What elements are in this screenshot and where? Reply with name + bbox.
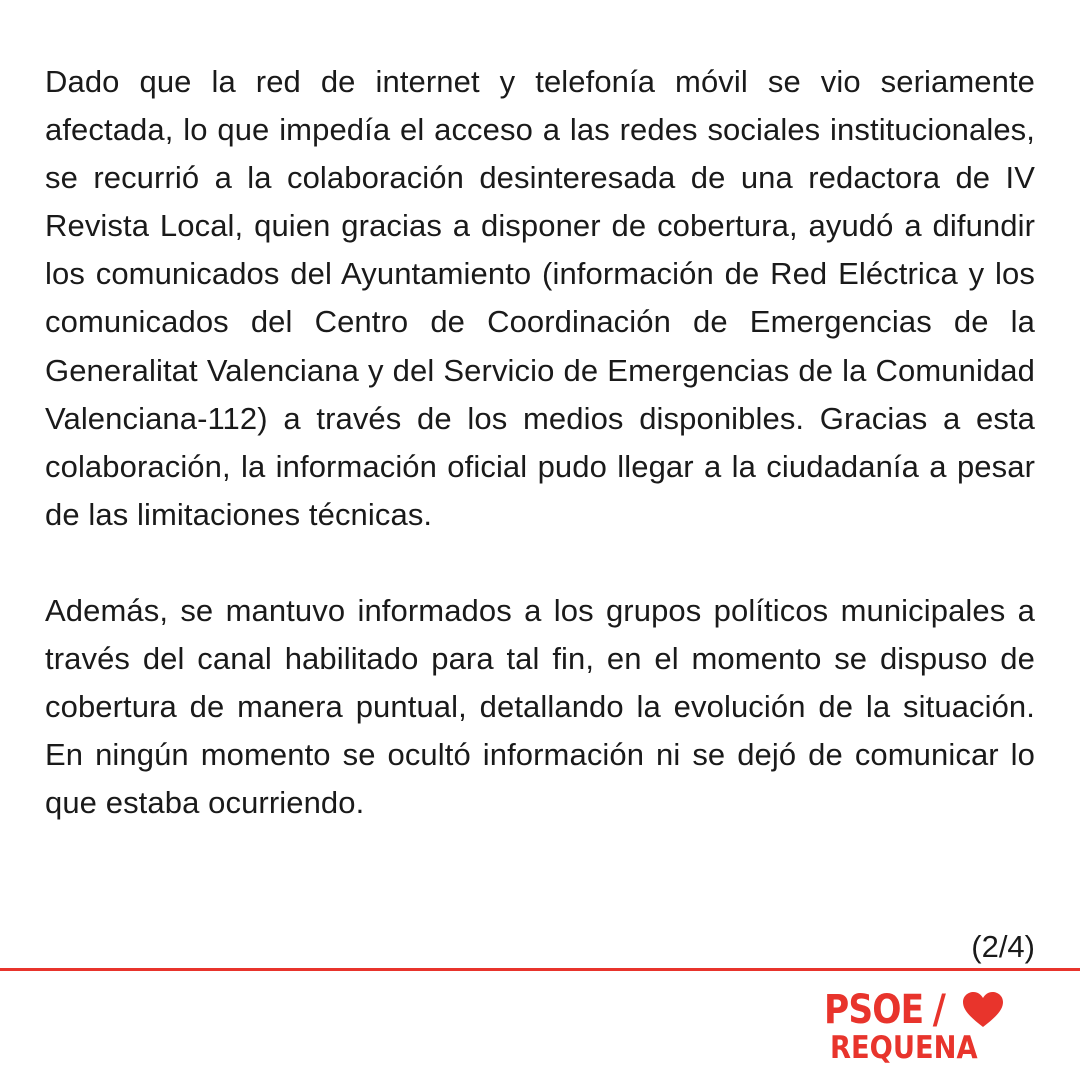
- logo-slash: /: [932, 987, 946, 1033]
- body-text: [45, 58, 1035, 827]
- logo-top-row: [824, 988, 939, 1032]
- logo-requena-text: REQUENA: [830, 1030, 978, 1066]
- footer-divider: [0, 968, 1080, 971]
- heart-icon: [962, 992, 1004, 1028]
- paragraph-2: Además, se mantuvo informados a los grupos políticos municipales a través del canal habilitado para tal fin, en el momento se dispuso de cobertura de manera puntual, detallando la evolución de la situación. En ningún momento se ocultó información ni se dejó de comunicar lo que estaba ocurriendo.: [45, 592, 1035, 821]
- paragraph-1: Dado que la red de internet y telefonía móvil se vio seriamente afectada, lo que impedía el acceso a las redes sociales institucionales, se recurrió a la colaboración desinteresada de una redactora de IV Revista Local, quien gracias a disponer de cobertura, ayudó a difundir los comunicados del Ayuntamiento (información de Red Eléctrica y los comunicados del Centro de Coordinación de Emergencias de la Generalitat Valenciana y del Servicio de Emergencias de la Comunidad Valenciana-112) a través de los medios disponibles. Gracias a esta colaboración, la información oficial pudo llegar a la ciudadanía a pesar de las limitaciones técnicas.: [45, 64, 1035, 532]
- page-indicator: (2/4): [971, 929, 1035, 964]
- psoe-requena-logo: [824, 988, 1014, 1068]
- logo-psoe-text: PSOE: [824, 987, 924, 1033]
